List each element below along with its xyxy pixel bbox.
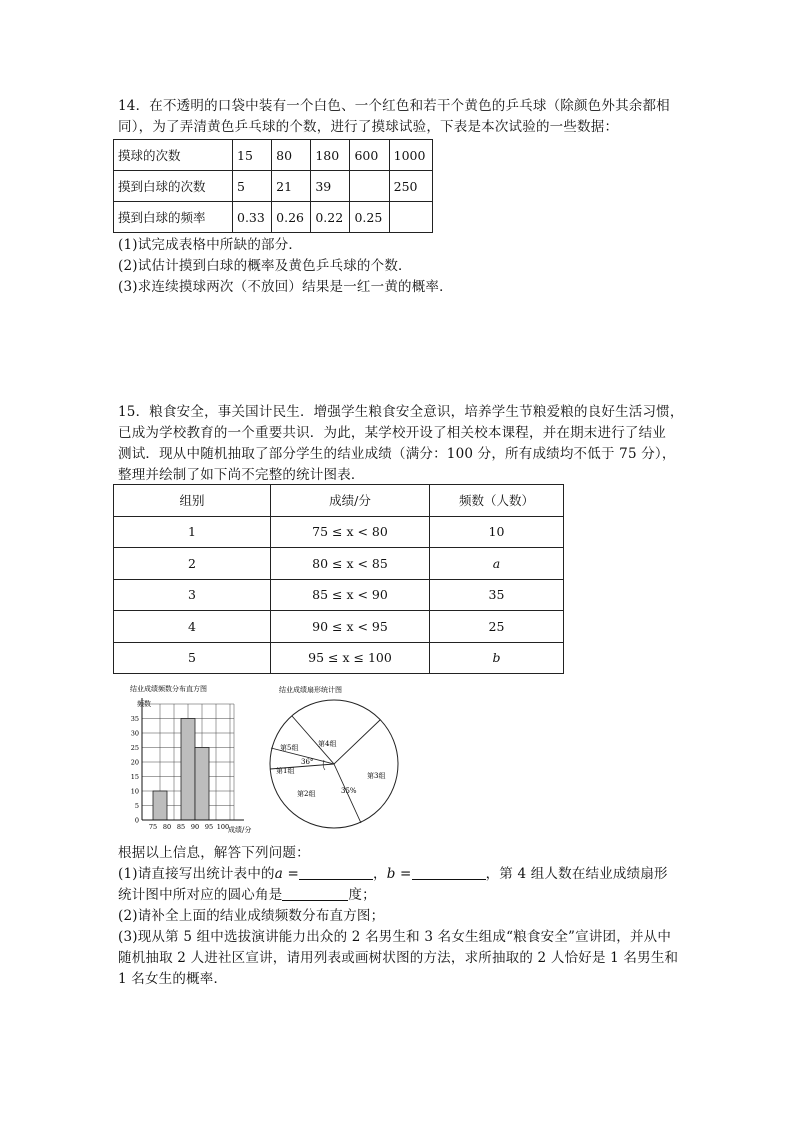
table-cell (350, 171, 389, 202)
table-cell: 85 ≤ x < 90 (271, 579, 430, 611)
table-cell: 1 (114, 516, 271, 548)
table-cell: 摸到白球的频率 (114, 202, 233, 233)
table-cell: 摸球的次数 (114, 140, 233, 171)
histogram-bars (153, 719, 209, 821)
x-axis-label: 成绩/分 (228, 826, 252, 834)
table-cell: 0.33 (233, 202, 272, 233)
q15-sub1-line2 (118, 885, 376, 906)
table-cell: 25 (430, 611, 564, 643)
slice-label-5: 第5组 (280, 744, 299, 752)
y-tick-label: 5 (134, 802, 139, 810)
table-cell: 80 ≤ x < 85 (271, 548, 430, 580)
table-cell: 0.25 (350, 202, 389, 233)
table-cell: 95 ≤ x ≤ 100 (271, 642, 430, 674)
table-cell: 3 (114, 579, 271, 611)
table-cell: 0.26 (272, 202, 311, 233)
table-cell: 2 (114, 548, 271, 580)
slice-label-2: 第2组 (297, 790, 316, 798)
table-header-row (114, 485, 564, 517)
q15-line4: 整理并绘制了如下尚不完整的统计图表． (118, 467, 365, 483)
chart-title: 结业成绩频数分布直方图 (130, 685, 207, 693)
table-cell: 250 (389, 171, 432, 202)
table-cell: 0.22 (311, 202, 350, 233)
table-cell (389, 202, 432, 233)
table-cell: b (430, 642, 564, 674)
table-row (114, 548, 564, 580)
slice-line (334, 720, 380, 764)
y-tick-label: 35 (130, 715, 139, 723)
blank-b-label: b = (386, 866, 412, 882)
y-tick-label: 30 (130, 729, 139, 738)
table-cell: 5 (233, 171, 272, 202)
table-header: 频数（人数） (430, 485, 564, 517)
answer-blank-b[interactable] (412, 865, 486, 880)
sub1-sep: ， (373, 866, 387, 882)
answer-blank-angle[interactable] (282, 886, 348, 901)
table-cell: 90 ≤ x < 95 (271, 611, 430, 643)
sub1-text-3: 统计图中所对应的圆心角是 (118, 887, 283, 903)
table-row (114, 171, 433, 202)
q15-line2: 已成为学校教育的一个重要共识．为此，某学校开设了相关校本课程，并在期末进行了结业 (118, 425, 666, 441)
q15-sub3-line2: 随机抽取 2 人进社区宣讲，请用列表或画树状图的方法，求所抽取的 2 人恰好是 1 名男生和 (118, 950, 679, 966)
slice-label-3: 第3组 (367, 772, 386, 780)
q15-sub2: (2)请补全上面的结业成绩频数分布直方图； (118, 908, 385, 924)
q15-sub3-line3: 1 名女生的概率． (118, 971, 228, 987)
table-cell: 10 (430, 516, 564, 548)
sub1-text-4: 度； (348, 887, 376, 903)
table-row (114, 642, 564, 674)
table-cell: a (430, 548, 564, 580)
table-cell: 1000 (389, 140, 432, 171)
y-tick-label: 20 (130, 758, 139, 767)
table-header: 组别 (114, 485, 271, 517)
sub1-text-2: ，第 4 组人数在结业成绩扇形 (485, 866, 668, 882)
table-cell: 4 (114, 611, 271, 643)
table-cell: 75 ≤ x < 80 (271, 516, 430, 548)
table-cell: 80 (272, 140, 311, 171)
q15-sub3-line1: (3)现从第 5 组中选拔演讲能力出众的 2 名男生和 3 名女生组成“粮食安全”宣讲团，并从中 (118, 929, 672, 945)
y-tick-label: 0 (134, 816, 139, 825)
blank-a-label: a = (274, 866, 299, 882)
x-tick-label: 85 (176, 823, 186, 831)
y-tick-label: 10 (130, 787, 139, 796)
slice-label-4: 第4组 (318, 740, 337, 748)
table-cell: 5 (114, 642, 271, 674)
table-cell: 39 (311, 171, 350, 202)
slice-label-1: 第1组 (276, 767, 295, 775)
percent-annotation: 35% (341, 787, 357, 795)
answer-blank-a[interactable] (299, 865, 373, 880)
histogram-bar (195, 748, 209, 821)
x-tick-label: 80 (162, 823, 172, 831)
table-row (114, 140, 433, 171)
x-tick-label: 100 (216, 823, 230, 831)
q14-line2: 同），为了弄清黄色乒乓球的个数，进行了摸球试验，下表是本次试验的一些数据： (118, 119, 619, 135)
y-tick-label: 15 (130, 773, 139, 781)
histogram-bar (153, 791, 167, 820)
table-cell: 35 (430, 579, 564, 611)
q14-sub2: (2)试估计摸到白球的概率及黄色乒乓球的个数． (118, 258, 412, 274)
x-tick-label: 90 (190, 823, 200, 831)
q15-line1: 15．粮食安全，事关国计民生．增强学生粮食安全意识，培养学生节粮爱粮的良好生活习惯， (118, 404, 684, 420)
x-tick-label: 95 (204, 823, 214, 831)
table-row (114, 202, 433, 233)
q14-sub1: (1)试完成表格中所缺的部分． (118, 237, 303, 253)
histogram-bar (181, 719, 195, 821)
y-axis-label: 频数 (137, 700, 151, 708)
sub1-text: (1)请直接写出统计表中的 (118, 866, 275, 882)
table-header: 成绩/分 (271, 485, 430, 517)
q14-line1: 14．在不透明的口袋中装有一个白色、一个红色和若干个黄色的乒乓球（除颜色外其余都相 (118, 98, 670, 114)
q14-table (113, 139, 433, 233)
pie-chart (262, 680, 412, 830)
histogram-chart (110, 680, 270, 840)
table-row (114, 611, 564, 643)
table-row (114, 579, 564, 611)
table-cell: 600 (350, 140, 389, 171)
q14-sub3: (3)求连续摸球两次（不放回）结果是一红一黄的概率． (118, 279, 453, 295)
table-row (114, 516, 564, 548)
angle-annotation: 36° (301, 758, 314, 766)
q15-table (113, 484, 564, 674)
table-cell: 15 (233, 140, 272, 171)
table-cell: 摸到白球的次数 (114, 171, 233, 202)
q15-after: 根据以上信息，解答下列问题： (118, 845, 310, 861)
q15-sub1-line1 (118, 864, 668, 885)
q15-line3: 测试．现从中随机抽取了部分学生的结业成绩（满分：100 分，所有成绩均不低于 75 分）， (118, 446, 676, 462)
y-tick-label: 25 (130, 744, 139, 752)
table-cell: 21 (272, 171, 311, 202)
x-tick-label: 75 (148, 823, 158, 831)
table-cell: 180 (311, 140, 350, 171)
chart-title: 结业成绩扇形统计图 (279, 686, 342, 694)
